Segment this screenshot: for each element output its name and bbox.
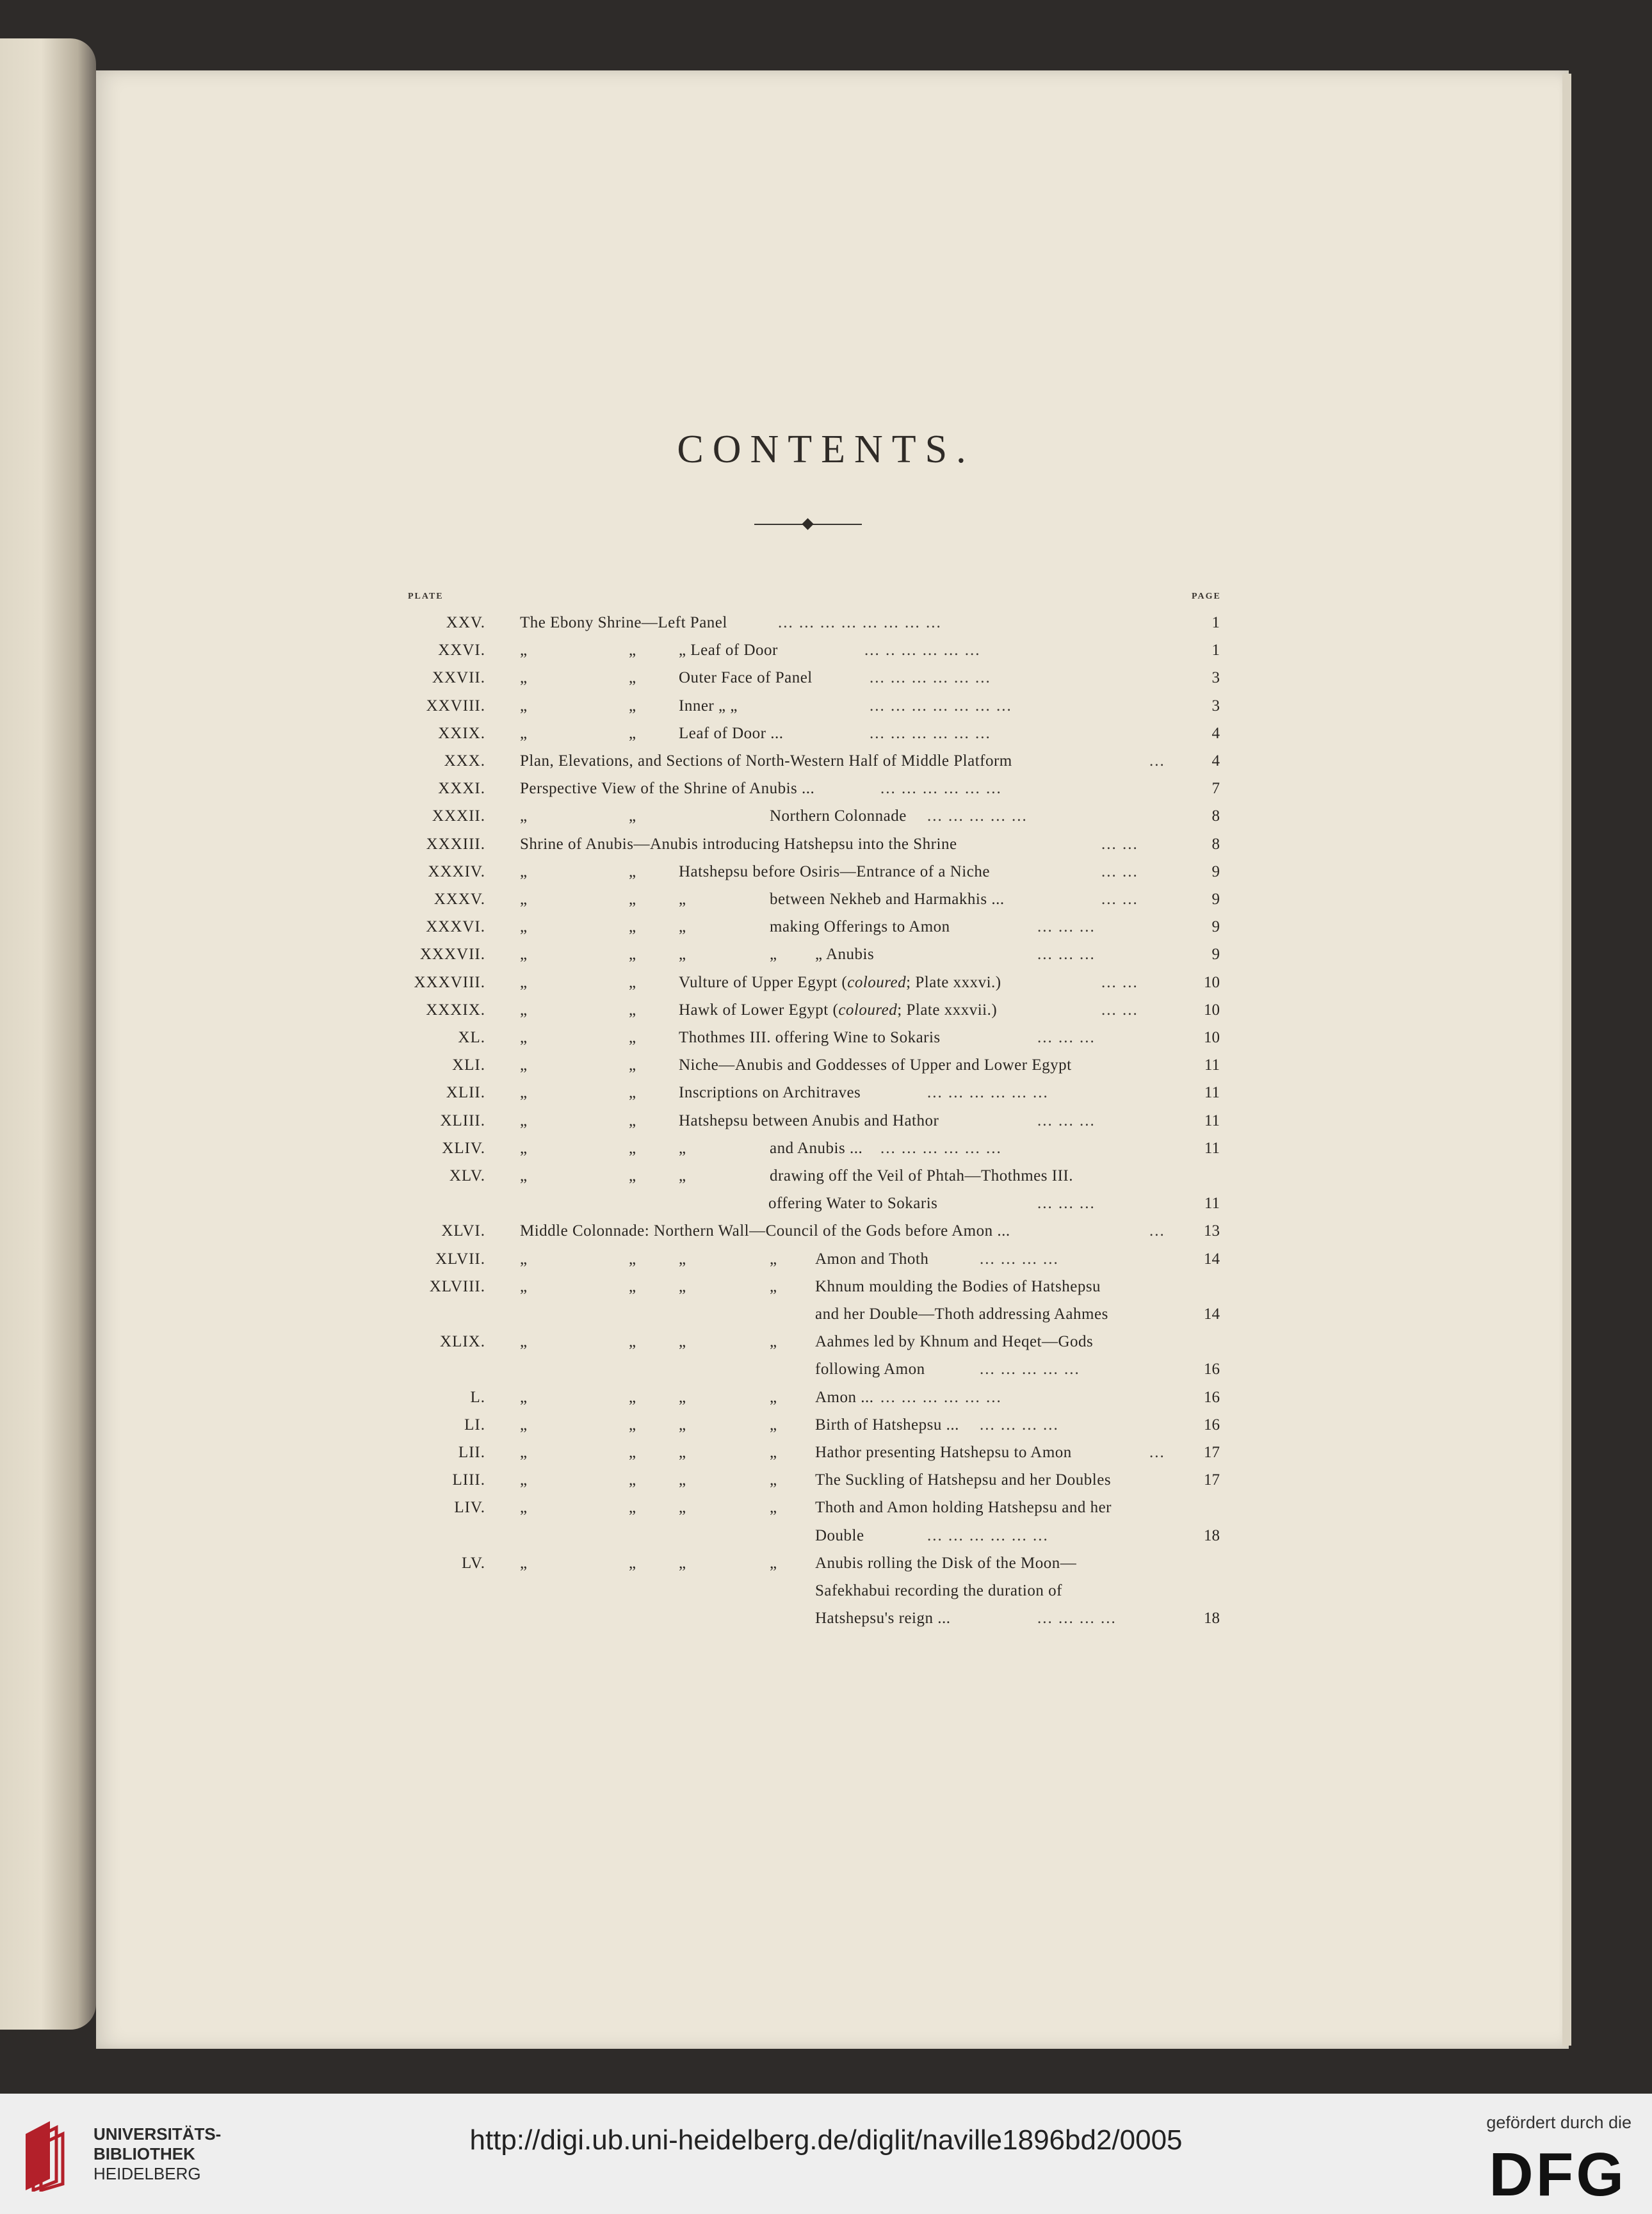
- entry-title-c2: „: [629, 1471, 636, 1489]
- entry-title-c2: „: [629, 1029, 636, 1046]
- entry-title-c2: „: [629, 807, 636, 825]
- contents-row: [0, 1439, 1652, 1467]
- plate-number: XXVIII.: [426, 697, 485, 715]
- entry-title-c3: „: [679, 946, 686, 964]
- entry-title-c5b: Double: [815, 1526, 864, 1544]
- page-number: 16: [1204, 1416, 1220, 1434]
- entry-title-c3: „: [679, 1554, 686, 1572]
- entry-title-c1: „: [520, 724, 528, 742]
- title-ornament: [754, 518, 863, 531]
- entry-title-c2: „: [629, 1499, 636, 1517]
- plate-number: XXV.: [446, 614, 485, 631]
- page-number: 11: [1204, 1139, 1220, 1157]
- contents-row: [0, 747, 1652, 775]
- leader-dots: ... ... ... ... ... ...: [880, 1139, 1002, 1157]
- page-number: 10: [1204, 973, 1220, 991]
- entry-title-c4: and Anubis ...: [770, 1139, 863, 1157]
- page-number: 9: [1211, 918, 1220, 936]
- contents-row: [0, 1355, 1652, 1384]
- entry-title-c4: drawing off the Veil of Phtah—Thothmes III.: [770, 1167, 1073, 1184]
- entry-title-c1: Plan, Elevations, and Sections of North-Western Half of Middle Platform: [520, 752, 1012, 770]
- contents-row: [0, 913, 1652, 941]
- contents-row: [0, 1300, 1652, 1329]
- leader-dots: ... ... ... ... ... ...: [880, 1388, 1002, 1406]
- page-number: 9: [1211, 862, 1220, 880]
- contents-row: [0, 1522, 1652, 1550]
- entry-title-c3: „: [679, 1277, 686, 1295]
- entry-title-c1: „: [520, 1499, 528, 1517]
- plate-number: XXX.: [444, 752, 485, 770]
- contents-row: [0, 775, 1652, 803]
- leader-dots: ... ... ...: [1037, 918, 1096, 936]
- entry-title-c5: The Suckling of Hatshepsu and her Doubles: [815, 1471, 1112, 1489]
- contents-row: [0, 1466, 1652, 1494]
- contents-row: [0, 1328, 1652, 1356]
- entry-title-c1: „: [520, 946, 528, 964]
- contents-row: [0, 692, 1652, 720]
- entry-title-c3: „: [679, 918, 686, 936]
- leader-dots: ... ...: [1101, 835, 1138, 853]
- entry-title-c5: Amon and Thoth: [815, 1250, 929, 1268]
- entry-title-c2: „: [629, 973, 636, 991]
- contents-row: [0, 720, 1652, 748]
- entry-title-c5b: following Amon: [815, 1361, 925, 1378]
- entry-title-c2: „: [629, 724, 636, 742]
- entry-title-c3: „: [679, 1388, 686, 1406]
- dfg-logo: DFG: [1489, 2140, 1626, 2209]
- entry-title-c2: „: [629, 1554, 636, 1572]
- page-number: 10: [1204, 1001, 1220, 1019]
- leader-dots: ... ... ... ...: [980, 1416, 1059, 1434]
- leader-dots: ... ... ... ... ... ...: [927, 1084, 1049, 1102]
- entry-title-c5b: and her Double—Thoth addressing Aahmes: [815, 1305, 1108, 1323]
- contents-row: [0, 1190, 1652, 1218]
- plate-number: XXXIV.: [428, 862, 485, 880]
- entry-title-c1: „: [520, 1029, 528, 1046]
- entry-title-c3: Niche—Anubis and Goddesses of Upper and Lower Egypt: [679, 1056, 1072, 1074]
- plate-number: LI.: [464, 1416, 485, 1434]
- entry-title-c4: „: [770, 1388, 777, 1406]
- entry-title-c5: Khnum moulding the Bodies of Hatshepsu: [815, 1277, 1101, 1295]
- entry-title-emphasis: coloured: [838, 1001, 898, 1019]
- entry-title-c1: Shrine of Anubis—Anubis introducing Hatshepsu into the Shrine: [520, 835, 957, 853]
- entry-title-c3: „: [679, 891, 686, 908]
- entry-title-c3: „: [679, 1499, 686, 1517]
- entry-title-c2: „: [629, 1001, 636, 1019]
- entry-title-c3: „: [679, 1250, 686, 1268]
- entry-title-c2: „: [629, 1333, 636, 1351]
- page-number: 9: [1211, 891, 1220, 908]
- plate-number: XLIX.: [440, 1333, 485, 1351]
- page-number: 10: [1204, 1029, 1220, 1046]
- contents-row: [0, 1577, 1652, 1605]
- entry-title-c2: „: [629, 1139, 636, 1157]
- plate-number: XXXIX.: [426, 1001, 485, 1019]
- entry-title-c3: „: [679, 1471, 686, 1489]
- leader-dots: ... ... ... ... ...: [927, 807, 1028, 825]
- leader-dots: ... ... ...: [1037, 946, 1096, 964]
- column-header-plate: PLATE: [408, 592, 444, 601]
- entry-title-c1: Middle Colonnade: Northern Wall—Council of the Gods before Amon ...: [520, 1222, 1010, 1240]
- contents-row: [0, 802, 1652, 830]
- entry-title-c3: Leaf of Door ...: [679, 724, 784, 742]
- leader-dots: ...: [1149, 1222, 1165, 1240]
- leader-dots: ... ...: [1101, 862, 1138, 880]
- entry-title-c2: „: [629, 1250, 636, 1268]
- entry-title-c5b: Safekhabui recording the duration of: [815, 1582, 1062, 1599]
- plate-number: XXXV.: [433, 891, 485, 908]
- contents-row: [0, 636, 1652, 665]
- leader-dots: ... ... ... ...: [980, 1250, 1059, 1268]
- page-number: 18: [1204, 1610, 1220, 1628]
- page-number: 4: [1211, 724, 1220, 742]
- entry-title-c5: Aahmes led by Khnum and Heqet—Gods: [815, 1333, 1094, 1351]
- entry-title-c3: „: [679, 1167, 686, 1184]
- library-name-line-3: HEIDELBERG: [93, 2164, 201, 2183]
- page-number: 14: [1204, 1250, 1220, 1268]
- entry-title-c3: „: [679, 1333, 686, 1351]
- leader-dots: ... ... ... ...: [1037, 1610, 1117, 1628]
- entry-title-c1: „: [520, 918, 528, 936]
- leader-dots: ... ... ...: [1037, 1195, 1096, 1213]
- entry-title-c3: „: [679, 1139, 686, 1157]
- entry-title-c1: „: [520, 1167, 528, 1184]
- entry-title-c3: Hatshepsu between Anubis and Hathor: [679, 1111, 939, 1129]
- entry-title-c2: „: [629, 1056, 636, 1074]
- entry-title-c5: Thoth and Amon holding Hatshepsu and her: [815, 1499, 1112, 1517]
- plate-number: LIII.: [452, 1471, 485, 1489]
- plate-number: XLIII.: [440, 1111, 485, 1129]
- contents-row: [0, 1135, 1652, 1163]
- contents-row: [0, 941, 1652, 969]
- entry-title-c3: Inner „ „: [679, 697, 738, 715]
- page-number: 1: [1211, 642, 1220, 659]
- entry-title-c4: Northern Colonnade: [770, 807, 907, 825]
- entry-title-c1: „: [520, 697, 528, 715]
- plate-number: L.: [470, 1388, 485, 1406]
- leader-dots: ... ... ... ... ... ...: [880, 780, 1002, 798]
- entry-title-c2: „: [629, 1277, 636, 1295]
- page-number: 7: [1211, 780, 1220, 798]
- plate-number: XLV.: [449, 1167, 485, 1184]
- leader-dots: ...: [1149, 1444, 1165, 1461]
- entry-title-c1: Perspective View of the Shrine of Anubis ...: [520, 780, 815, 798]
- page-title: CONTENTS.: [677, 427, 975, 471]
- funded-by-label: gefördert durch die: [1486, 2113, 1632, 2132]
- entry-title-c5: Hathor presenting Hatshepsu to Amon: [815, 1444, 1072, 1461]
- entry-title-c1: „: [520, 1001, 528, 1019]
- entry-title-c4: „: [770, 1277, 777, 1295]
- contents-row: [0, 1494, 1652, 1522]
- entry-title-c2: „: [629, 1084, 636, 1102]
- contents-row: [0, 1162, 1652, 1190]
- contents-row: [0, 1604, 1652, 1633]
- plate-number: LII.: [458, 1444, 485, 1461]
- entry-title-c1: „: [520, 807, 528, 825]
- page-number: 8: [1211, 835, 1220, 853]
- page-number: 16: [1204, 1388, 1220, 1406]
- entry-title-c3: Inscriptions on Architraves: [679, 1084, 861, 1102]
- contents-row: [0, 609, 1652, 637]
- plate-number: XL.: [458, 1029, 485, 1046]
- entry-title-c1: „: [520, 1554, 528, 1572]
- page-number: 18: [1204, 1526, 1220, 1544]
- entry-title-c4: between Nekheb and Harmakhis ...: [770, 891, 1005, 908]
- entry-title-c1: „: [520, 862, 528, 880]
- leader-dots: ... ... ... ... ...: [980, 1361, 1080, 1378]
- entry-title-c2: „: [629, 862, 636, 880]
- entry-title-c4: making Offerings to Amon: [770, 918, 950, 936]
- entry-title-c2: „: [629, 918, 636, 936]
- entry-title-c1: „: [520, 1111, 528, 1129]
- leader-dots: ... ... ...: [1037, 1111, 1096, 1129]
- plate-number: XLIV.: [442, 1139, 485, 1157]
- leader-dots: ... ... ... ... ... ...: [870, 669, 991, 687]
- entry-title-c3: Vulture of Upper Egypt (coloured; Plate xxxvi.): [679, 973, 1001, 991]
- plate-number: XLI.: [452, 1056, 485, 1074]
- page-number: 13: [1204, 1222, 1220, 1240]
- entry-title-c1: „: [520, 891, 528, 908]
- page-number: 17: [1204, 1444, 1220, 1461]
- plate-number: LIV.: [454, 1499, 485, 1517]
- leader-dots: ... ... ... ... ... ... ...: [870, 697, 1012, 715]
- contents-row: [0, 1024, 1652, 1052]
- entry-title-c3: Outer Face of Panel: [679, 669, 813, 687]
- entry-title-c3: „: [679, 1416, 686, 1434]
- page-number: 14: [1204, 1305, 1220, 1323]
- leader-dots: ... .. ... ... ... ...: [864, 642, 981, 659]
- plate-number: XXXII.: [432, 807, 485, 825]
- entry-title-c1: The Ebony Shrine—Left Panel: [520, 614, 727, 631]
- plate-number: XXXIII.: [426, 835, 485, 853]
- entry-title-c2: „: [629, 1416, 636, 1434]
- entry-title-c5: Birth of Hatshepsu ...: [815, 1416, 959, 1434]
- leader-dots: ...: [1149, 752, 1165, 770]
- entry-title-c3: Thothmes III. offering Wine to Sokaris: [679, 1029, 941, 1046]
- entry-title-c1: „: [520, 1333, 528, 1351]
- entry-title-c4: „: [770, 1444, 777, 1461]
- entry-title-c1: „: [520, 1084, 528, 1102]
- contents-row: [0, 969, 1652, 997]
- leader-dots: ... ... ... ... ... ...: [927, 1526, 1049, 1544]
- plate-number: LV.: [461, 1554, 485, 1572]
- entry-title-c2: „: [629, 669, 636, 687]
- contents-row: [0, 1051, 1652, 1079]
- entry-title-c1: „: [520, 1471, 528, 1489]
- entry-title-c5: Anubis rolling the Disk of the Moon—: [815, 1554, 1077, 1572]
- entry-title-c1: „: [520, 1139, 528, 1157]
- entry-title-c4: „: [770, 1554, 777, 1572]
- entry-title-c2: „: [629, 697, 636, 715]
- library-name-line-2: BIBLIOTHEK: [93, 2144, 195, 2163]
- entry-title-c1: „: [520, 1416, 528, 1434]
- entry-title-c1: „: [520, 1250, 528, 1268]
- contents-row: [0, 1273, 1652, 1301]
- contents-row: [0, 996, 1652, 1024]
- contents-row: [0, 1245, 1652, 1273]
- plate-number: XXIX.: [438, 724, 485, 742]
- page-number: 16: [1204, 1361, 1220, 1378]
- contents-row: [0, 858, 1652, 886]
- plate-number: XXVII.: [432, 669, 485, 687]
- entry-title-c4: „: [770, 946, 777, 964]
- permalink-url[interactable]: http://digi.ub.uni-heidelberg.de/diglit/naville1896bd2/0005: [469, 2124, 1183, 2156]
- page-number: 11: [1204, 1111, 1220, 1129]
- plate-number: XLVIII.: [429, 1277, 485, 1295]
- contents-row: [0, 1384, 1652, 1412]
- contents-row: [0, 664, 1652, 692]
- entry-title-c1: „: [520, 1056, 528, 1074]
- contents-row: [0, 1217, 1652, 1245]
- library-name-line-1: UNIVERSITÄTS-: [93, 2124, 222, 2144]
- leader-dots: ... ... ... ... ... ...: [870, 724, 991, 742]
- page-number: 11: [1204, 1084, 1220, 1102]
- entry-title-c2: „: [629, 1111, 636, 1129]
- column-header-page: PAGE: [1192, 592, 1221, 601]
- plate-number: XXXI.: [438, 780, 485, 798]
- contents-row: [0, 830, 1652, 859]
- contents-row: [0, 1107, 1652, 1135]
- entry-title-c1: „: [520, 1388, 528, 1406]
- entry-title-c4: „: [770, 1250, 777, 1268]
- entry-title-c1: „: [520, 669, 528, 687]
- entry-title-c4: „: [770, 1333, 777, 1351]
- entry-title-c3: „ Leaf of Door: [679, 642, 778, 659]
- plate-number: XXVI.: [438, 642, 485, 659]
- leader-dots: ... ...: [1101, 1001, 1138, 1019]
- plate-number: XXXVIII.: [414, 973, 485, 991]
- entry-title-c4: „: [770, 1499, 777, 1517]
- plate-number: XLVI.: [441, 1222, 485, 1240]
- entry-title-c5b: Hatshepsu's reign ...: [815, 1610, 951, 1628]
- page-number: 11: [1204, 1195, 1220, 1213]
- entry-title-c4: „: [770, 1416, 777, 1434]
- leader-dots: ... ...: [1101, 973, 1138, 991]
- page-number: 17: [1204, 1471, 1220, 1489]
- entry-title-c2: „: [629, 1444, 636, 1461]
- entry-title-c4b: offering Water to Sokaris: [768, 1195, 938, 1213]
- leader-dots: ... ...: [1101, 891, 1138, 908]
- plate-number: XLVII.: [435, 1250, 485, 1268]
- page-number: 3: [1211, 669, 1220, 687]
- entry-title-c1: „: [520, 642, 528, 659]
- page-number: 9: [1211, 946, 1220, 964]
- entry-title-c3: Hatshepsu before Osiris—Entrance of a Niche: [679, 862, 990, 880]
- entry-title-c4: „: [770, 1471, 777, 1489]
- page-number: 8: [1211, 807, 1220, 825]
- page-number: 1: [1211, 614, 1220, 631]
- entry-title-c1: „: [520, 1444, 528, 1461]
- leader-dots: ... ... ...: [1037, 1029, 1096, 1046]
- entry-title-c2: „: [629, 1388, 636, 1406]
- plate-number: XXXVII.: [419, 946, 485, 964]
- contents-row: [0, 1549, 1652, 1578]
- entry-title-c2: „: [629, 946, 636, 964]
- entry-title-c5: „ Anubis: [815, 946, 875, 964]
- plate-number: XLII.: [446, 1084, 485, 1102]
- leader-dots: ... ... ... ... ... ... ... ...: [778, 614, 942, 631]
- entry-title-c5: Amon ...: [815, 1388, 874, 1406]
- entry-title-c3: Hawk of Lower Egypt (coloured; Plate xxxvii.): [679, 1001, 998, 1019]
- entry-title-c1: „: [520, 973, 528, 991]
- contents-row: [0, 1079, 1652, 1107]
- contents-row: [0, 1411, 1652, 1439]
- entry-title-c1: „: [520, 1277, 528, 1295]
- plate-number: XXXVI.: [426, 918, 485, 936]
- entry-title-emphasis: coloured: [847, 973, 907, 991]
- entry-title-c2: „: [629, 642, 636, 659]
- entry-title-c2: „: [629, 1167, 636, 1184]
- page-number: 11: [1204, 1056, 1220, 1074]
- entry-title-c2: „: [629, 891, 636, 908]
- page-number: 3: [1211, 697, 1220, 715]
- entry-title-c3: „: [679, 1444, 686, 1461]
- page-number: 4: [1211, 752, 1220, 770]
- contents-row: [0, 885, 1652, 914]
